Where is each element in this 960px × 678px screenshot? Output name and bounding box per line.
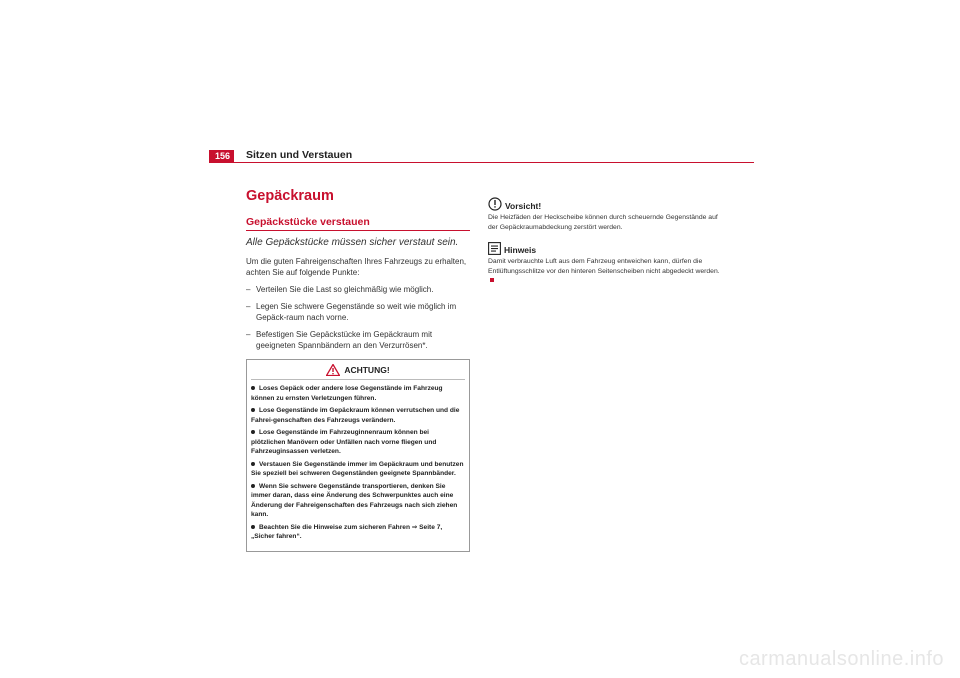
warning-item-text: Lose Gegenstände im Gepäckraum können verrutschen und die Fahrei-genschaften des Fahrzeugs verändern. <box>251 407 460 424</box>
intro-italic: Alle Gepäckstücke müssen sicher verstaut sein. <box>246 237 459 248</box>
note-header <box>488 242 724 255</box>
dash-item: – Verteilen Sie die Last so gleichmäßig wie möglich. <box>246 285 434 294</box>
subheading: Gepäckstücke verstauen <box>246 216 470 231</box>
section-title: Sitzen und Verstauen <box>246 149 353 161</box>
warning-item-text: Loses Gepäck oder andere lose Gegenstände im Fahrzeug können zu ernsten Verletzungen führen. <box>251 385 443 402</box>
dash-item-text: Verteilen Sie die Last so gleichmäßig wie möglich. <box>256 285 434 294</box>
dash-item-text: Legen Sie schwere Gegenstände so weit wie möglich im Gepäck-raum nach vorne. <box>256 302 457 322</box>
caution-header <box>488 197 724 211</box>
note-title: Hinweis <box>504 245 537 255</box>
bullet-icon <box>251 462 255 466</box>
left-column <box>246 188 470 552</box>
note-icon <box>488 242 501 255</box>
warning-item <box>251 428 465 457</box>
note-text: Damit verbrauchte Luft aus dem Fahrzeug entweichen kann, dürfen die Entlüftungsschlitze vor den hinteren Seitenscheiben nicht abgedeckt werden. <box>488 258 720 275</box>
caution-title: Vorsicht! <box>505 201 542 211</box>
header-divider <box>209 162 754 163</box>
warning-triangle-icon <box>326 364 340 376</box>
warning-item <box>251 460 465 479</box>
warning-item-text: Wenn Sie schwere Gegenstände transportieren, denken Sie immer daran, dass eine Änderung des Schwerpunktes auch eine Änderung der Fahreigenschaften des Fahrzeugs nach sich ziehen kann. <box>251 482 458 518</box>
warning-box <box>246 359 470 552</box>
warning-item <box>251 523 465 542</box>
warning-item-text: Verstauen Sie Gegenstände immer im Gepäckraum und benutzen Sie speziell bei schweren Gegenständen geeignete Spannbänder. <box>251 460 464 477</box>
page-heading: Gepäckraum <box>246 188 334 204</box>
bullet-icon <box>251 408 255 412</box>
end-marker-icon <box>490 278 494 282</box>
bullet-icon <box>251 386 255 390</box>
warning-item <box>251 384 465 403</box>
caution-icon <box>488 197 502 211</box>
dash-item: – Befestigen Sie Gepäckstücke im Gepäckraum mit geeigneten Spannbändern an den Verzurrösen*. <box>246 329 470 351</box>
note-paragraph <box>488 257 724 286</box>
warning-header <box>251 364 465 380</box>
right-column <box>488 197 724 296</box>
dash-item-text: Befestigen Sie Gepäckstücke im Gepäckraum mit geeigneten Spannbändern an den Verzurrösen*. <box>256 330 433 350</box>
warning-item <box>251 482 465 520</box>
intro-paragraph: Um die guten Fahreigenschaften Ihres Fahrzeugs zu erhalten, achten Sie auf folgende Punkte: <box>246 257 467 277</box>
caution-text: Die Heizfäden der Heckscheibe können durch scheuernde Gegenstände auf der Gepäckraumabdeckung zerstört werden. <box>488 214 718 231</box>
warning-title: ACHTUNG! <box>344 365 390 375</box>
bullet-icon <box>251 430 255 434</box>
page-number: 156 <box>209 150 234 162</box>
warning-item-text: Lose Gegenstände im Fahrzeuginnenraum können bei plötzlichen Manövern oder Unfällen nach vorne fliegen und Fahrzeuginsassen verletzen. <box>251 429 437 455</box>
dash-item: – Legen Sie schwere Gegenstände so weit wie möglich im Gepäck-raum nach vorne. <box>246 301 470 323</box>
bullet-icon <box>251 484 255 488</box>
bullet-icon <box>251 525 255 529</box>
watermark: carmanualsonline.info <box>738 648 944 670</box>
warning-item-text: Beachten Sie die Hinweise zum sicheren Fahren ⇒ Seite 7, „Sicher fahren“. <box>251 523 443 540</box>
warning-item <box>251 406 465 425</box>
